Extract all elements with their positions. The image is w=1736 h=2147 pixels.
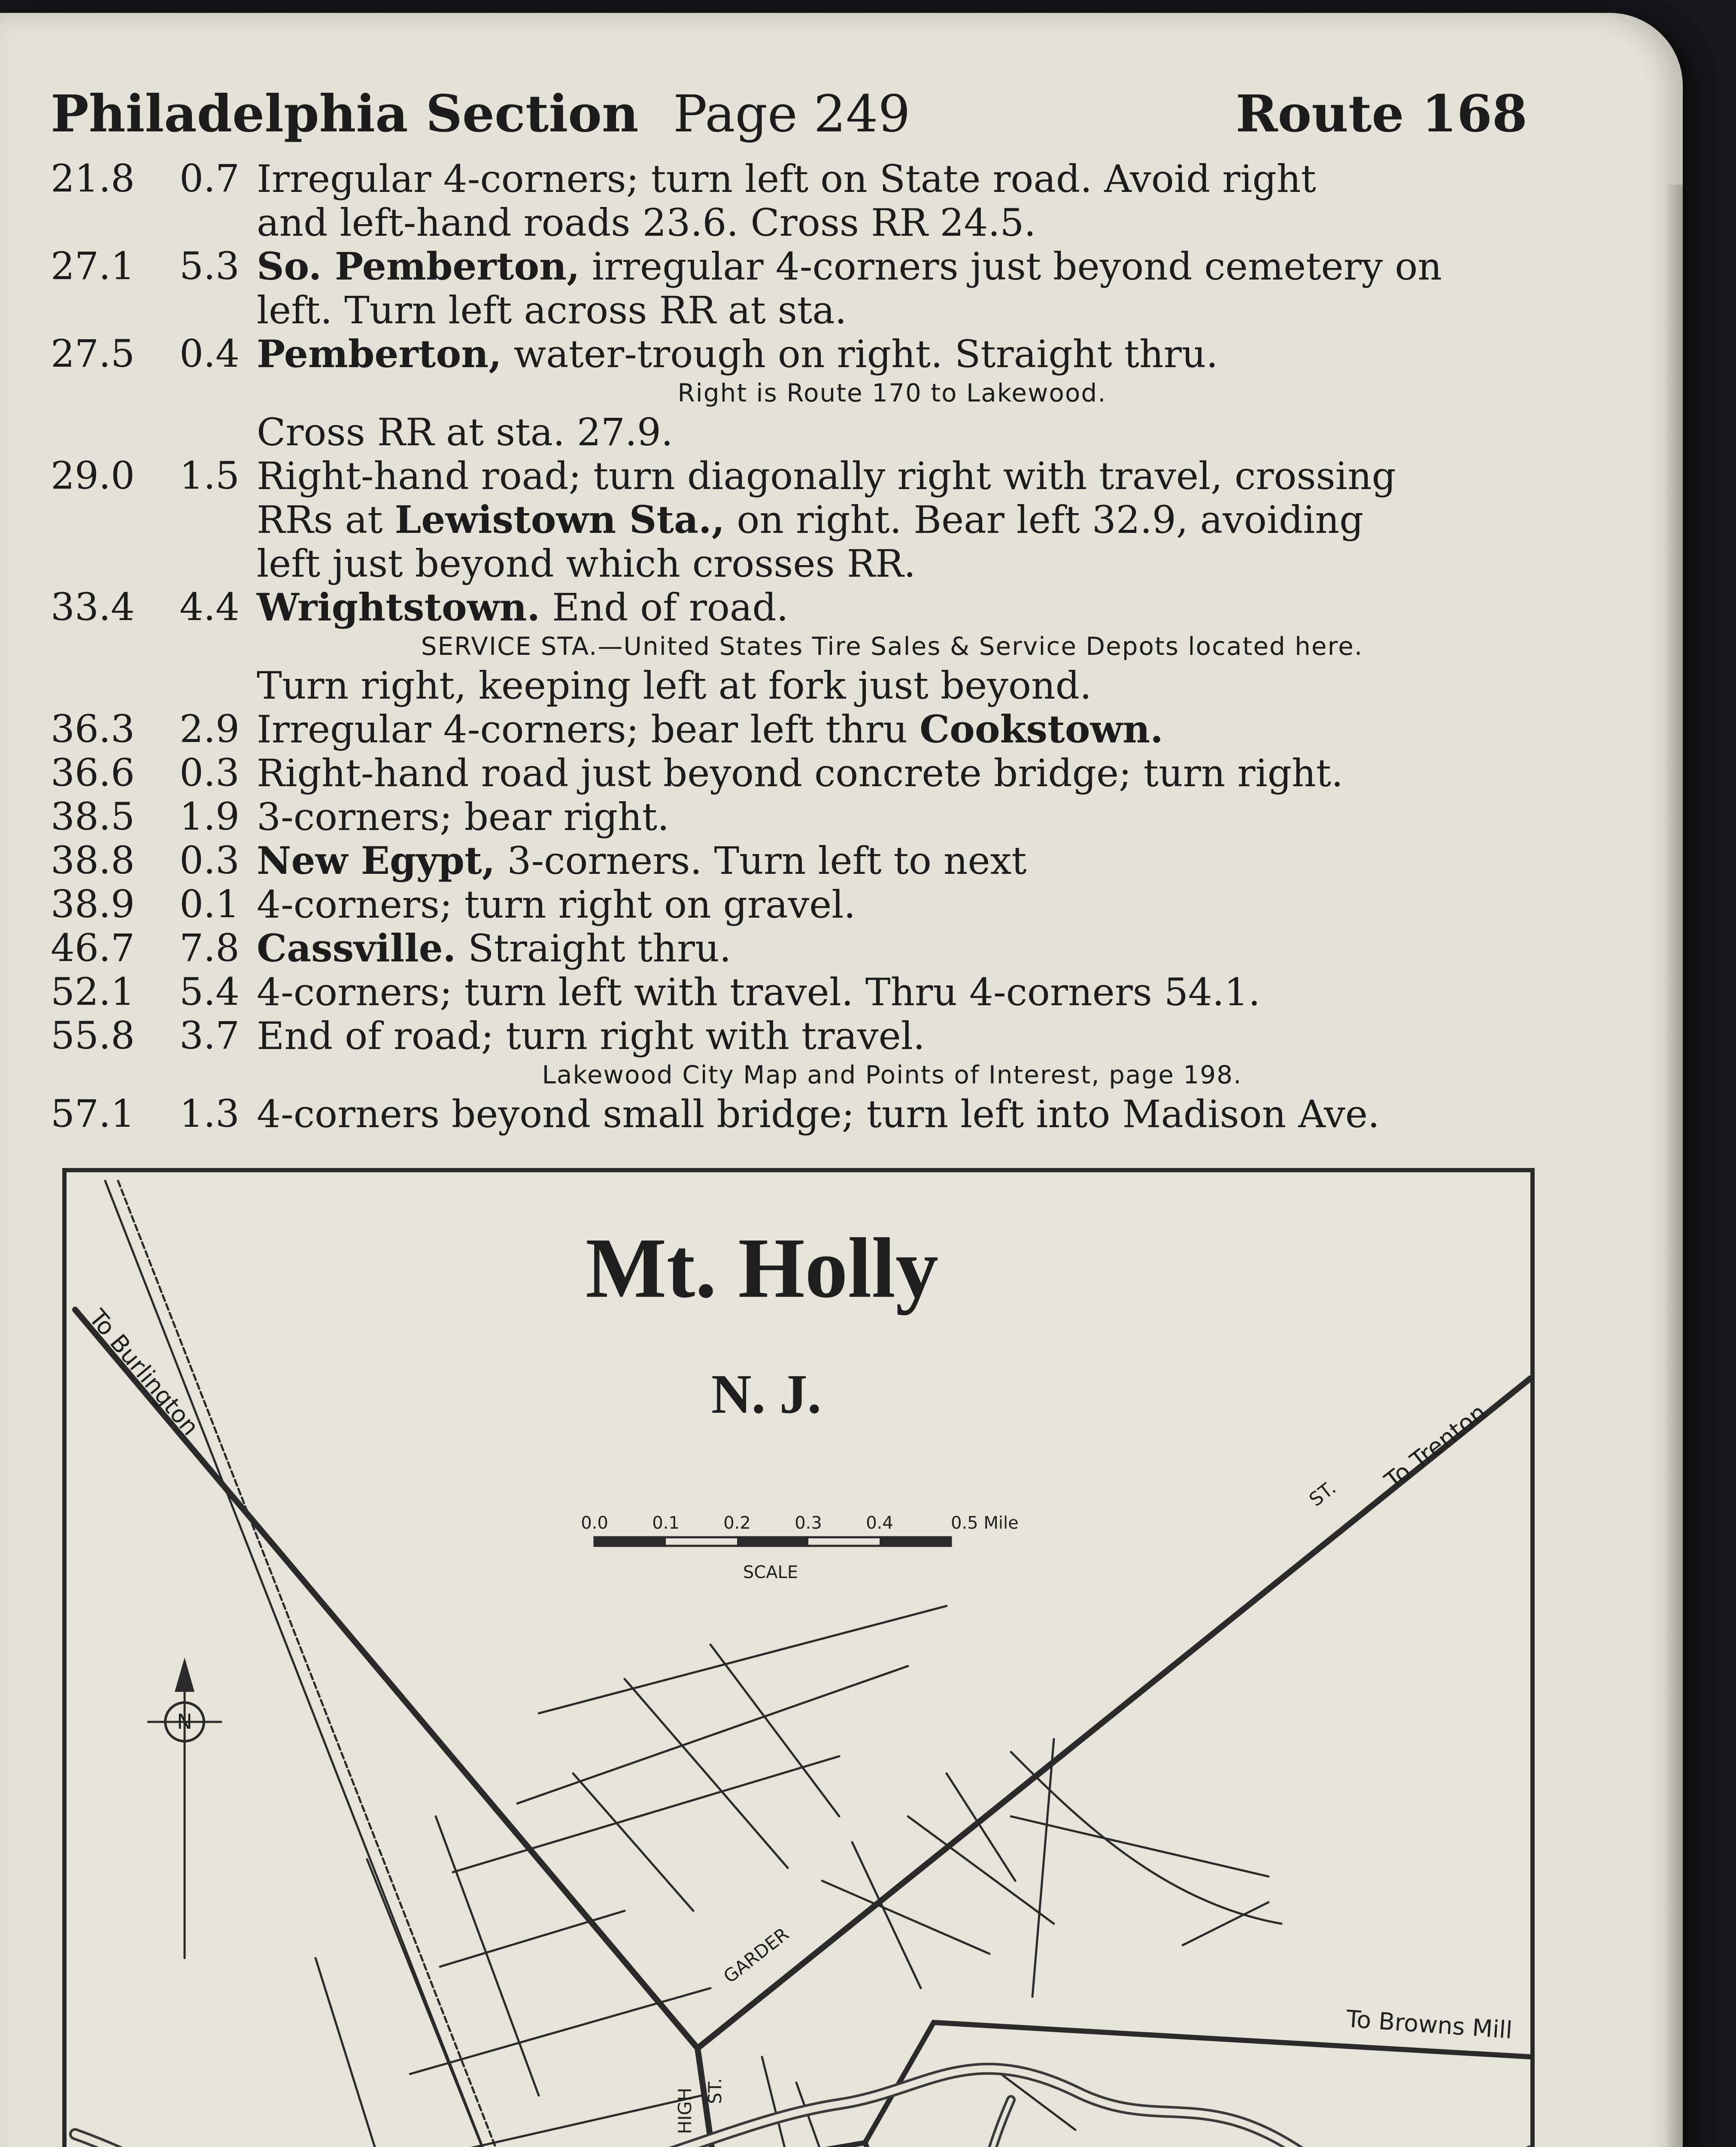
route-text — [257, 707, 1527, 751]
route-place: Wrightstown. — [257, 585, 540, 630]
route-row — [51, 970, 1527, 1014]
route-mileage: 38.8 — [51, 838, 135, 882]
map-drawing — [67, 1172, 1530, 2147]
route-text — [257, 332, 1527, 376]
scale-tick-1: 0.1 — [652, 1513, 680, 1533]
route-text-rest: Cross RR at sta. 27.9. — [257, 410, 673, 454]
route-distance: 0.3 — [179, 751, 240, 795]
route-row — [51, 410, 1527, 454]
route-row — [51, 751, 1527, 795]
route-place: Lewistown Sta., — [395, 497, 725, 542]
route-text-rest: 3-corners. Turn left to next — [495, 839, 1027, 883]
route-mileage: 38.5 — [51, 794, 135, 839]
route-distance: 0.4 — [179, 331, 240, 376]
route-mileage: 21.8 — [51, 156, 135, 201]
railroad-2 — [118, 1181, 517, 2147]
route-note-text: Right is Route 170 to Lakewood. — [677, 378, 1107, 408]
route-mileage: 27.1 — [51, 244, 135, 288]
route-text — [257, 1014, 1527, 1058]
route-place: Cookstown. — [920, 707, 1163, 751]
label-trenton: To Trenton — [1379, 1398, 1492, 1495]
route-text-rest: 4-corners; turn right on gravel. — [257, 882, 856, 927]
map-state: N. J. — [711, 1363, 822, 1425]
route-text — [257, 410, 1527, 454]
route-row — [51, 332, 1527, 376]
route-text — [257, 585, 1527, 630]
route-text — [257, 926, 1527, 970]
route-text-pre: Irregular 4-corners; bear left thru — [257, 707, 920, 751]
route-text — [257, 498, 1527, 542]
route-text-rest: Turn right, keeping left at fork just beyond. — [257, 663, 1092, 708]
route-row — [51, 707, 1527, 751]
route-directions — [51, 157, 1527, 1136]
route-text — [257, 795, 1527, 839]
route-distance: 3.7 — [179, 1013, 240, 1058]
label-high-st-2: ST. — [704, 2078, 725, 2104]
route-distance: 0.3 — [179, 838, 240, 882]
route-distance: 1.9 — [179, 794, 240, 839]
route-text-rest: on right. Bear left 32.9, avoiding — [725, 498, 1364, 542]
creek-inner — [75, 2069, 1530, 2147]
route-distance: 1.3 — [179, 1092, 240, 1136]
route-text-rest: End of road. — [540, 585, 789, 630]
railroad-1 — [105, 1181, 504, 2147]
route-row — [51, 882, 1527, 926]
route-mileage: 27.5 — [51, 331, 135, 376]
label-browns-mill: To Browns Mill — [1345, 2005, 1514, 2044]
scale-bar — [595, 1537, 951, 1546]
route-row — [51, 663, 1527, 707]
compass-label: N — [177, 1710, 192, 1734]
route-mileage: 33.4 — [51, 585, 135, 629]
route-distance: 0.1 — [179, 882, 240, 926]
route-mileage: 46.7 — [51, 926, 135, 970]
route-mileage: 52.1 — [51, 970, 135, 1014]
route-distance: 2.9 — [179, 707, 240, 751]
route-text-rest: left just beyond which crosses RR. — [257, 541, 916, 586]
route-place: Cassville. — [257, 926, 456, 970]
route-distance: 4.4 — [179, 585, 240, 629]
section-title: Philadelphia Section — [51, 84, 639, 143]
route-text-rest: Irregular 4-corners; turn left on State road. Avoid right — [257, 157, 1316, 201]
route-text — [257, 244, 1527, 289]
route-distance: 7.8 — [179, 926, 240, 970]
route-text-rest: 4-corners beyond small bridge; turn left into Madison Ave. — [257, 1092, 1380, 1136]
route-row — [51, 839, 1527, 882]
route-text-rest: Right-hand road just beyond concrete bridge; turn right. — [257, 751, 1343, 795]
route-row — [51, 244, 1527, 288]
route-number: Route 168 — [1235, 84, 1527, 143]
scale-tick-4: 0.4 — [866, 1513, 893, 1533]
label-st-ne: ST. — [1305, 1477, 1340, 1511]
scale-tick-5: 0.5 Mile — [951, 1513, 1019, 1533]
book-page — [0, 13, 1683, 2147]
route-text — [257, 970, 1527, 1014]
page-header — [51, 77, 1527, 150]
route-note-text: Lakewood City Map and Points of Interest, page 198. — [542, 1060, 1242, 1089]
route-text-rest: 3-corners; bear right. — [257, 795, 670, 839]
route-text-pre: Right-hand road; turn diagonally right with travel, crossing — [257, 454, 1396, 498]
route-text-rest: End of road; turn right with travel. — [257, 1014, 925, 1058]
route-distance: 5.4 — [179, 970, 240, 1014]
route-text — [257, 454, 1527, 498]
route-text — [257, 541, 1527, 586]
route-text — [257, 1092, 1527, 1136]
route-text-rest: irregular 4-corners just beyond cemetery on — [580, 244, 1442, 289]
label-burlington: To Burlington — [84, 1304, 205, 1441]
city-map — [62, 1168, 1535, 2147]
route-text — [257, 157, 1527, 201]
minor-streets — [316, 1606, 1269, 2147]
label-garder: GARDER — [719, 1923, 793, 1987]
route-mileage: 36.3 — [51, 707, 135, 751]
route-text — [257, 751, 1527, 795]
route-row — [51, 454, 1527, 498]
route-row — [51, 498, 1527, 541]
route-place: So. Pemberton, — [257, 244, 580, 289]
road-lakewood — [865, 2143, 1028, 2147]
route-row — [51, 1014, 1527, 1058]
route-row — [51, 157, 1527, 201]
route-mileage: 55.8 — [51, 1013, 135, 1058]
route-text-rest: 4-corners; turn left with travel. Thru 4-corners 54.1. — [257, 970, 1260, 1014]
route-row — [51, 585, 1527, 629]
page-number: Page 249 — [673, 84, 910, 143]
route-text — [257, 839, 1527, 883]
route-mileage: 38.9 — [51, 882, 135, 926]
route-distance: 0.7 — [179, 156, 240, 201]
route-text — [257, 882, 1527, 927]
route-mileage: 29.0 — [51, 453, 135, 498]
route-mileage: 57.1 — [51, 1092, 135, 1136]
route-note — [51, 629, 1527, 663]
route-distance: 5.3 — [179, 244, 240, 288]
route-row — [51, 288, 1527, 332]
scale-tick-0: 0.0 — [581, 1513, 608, 1533]
compass-north-arrow — [175, 1657, 194, 1692]
route-place: Pemberton, — [257, 331, 502, 376]
route-row — [51, 201, 1527, 244]
route-text — [257, 201, 1527, 245]
route-text-rest: water-trough on right. Straight thru. — [501, 332, 1218, 376]
scale-label: SCALE — [743, 1563, 798, 1582]
route-mileage: 36.6 — [51, 751, 135, 795]
route-note-text: SERVICE STA.—United States Tire Sales & Service Depots located here. — [421, 632, 1363, 661]
route-row — [51, 1092, 1527, 1136]
label-high-st: HIGH — [674, 2087, 695, 2134]
route-text-rest: and left-hand roads 23.6. Cross RR 24.5. — [257, 201, 1036, 245]
route-row — [51, 795, 1527, 839]
route-text — [257, 288, 1527, 332]
scale-tick-3: 0.3 — [795, 1513, 822, 1533]
route-distance: 1.5 — [179, 453, 240, 498]
route-text-rest: Straight thru. — [456, 926, 731, 970]
route-row — [51, 541, 1527, 585]
road-mill — [715, 2143, 865, 2147]
route-place: New Egypt, — [257, 838, 495, 883]
route-row — [51, 926, 1527, 970]
route-text-rest: left. Turn left across RR at sta. — [257, 288, 847, 332]
route-text — [257, 663, 1527, 708]
road-browns-mill — [865, 2022, 1530, 2143]
route-note — [51, 376, 1527, 410]
page-edge — [1666, 185, 1683, 2147]
map-title: Mt. Holly — [585, 1221, 939, 1316]
route-note — [51, 1058, 1527, 1092]
scale-tick-2: 0.2 — [723, 1513, 751, 1533]
route-text-pre: RRs at — [257, 498, 395, 542]
